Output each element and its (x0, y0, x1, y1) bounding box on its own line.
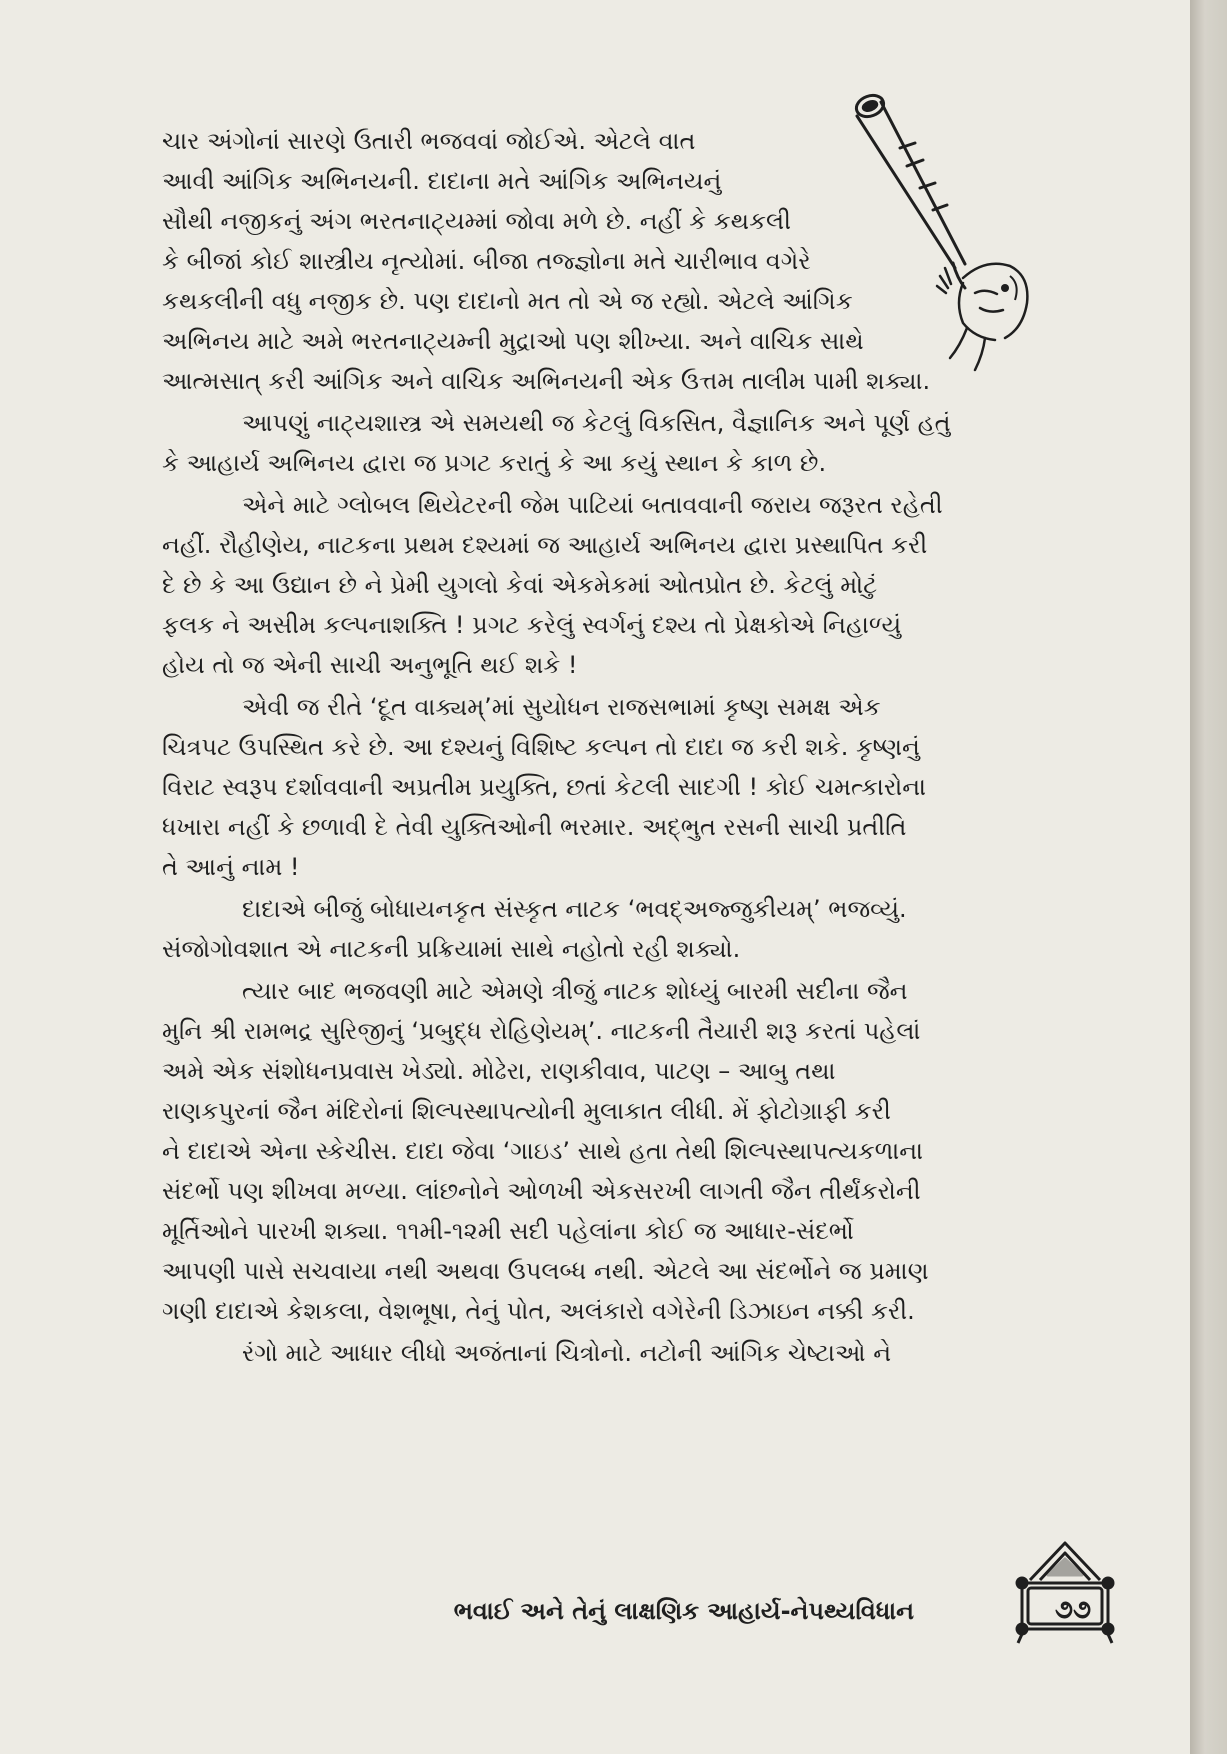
text-line: ધખારા નહીં કે છળાવી દે તેવી યુક્તિઓની ભરમાર. અદ્ભુત રસની સાચી પ્રતીતિ (162, 813, 907, 841)
text-line: રાણકપુરનાં જૈન મંદિરોનાં શિલ્પસ્થાપત્યોની મુલાકાત લીધી. મેં ફોટોગ્રાફી કરી (162, 1097, 891, 1125)
text-line: આવી આંગિક અભિનયની. દાદાના મતે આંગિક અભિનયનું (162, 167, 722, 195)
text-line: દે છે કે આ ઉદ્યાન છે ને પ્રેમી યુગલો કેવાં એકમેકમાં ઓતપ્રોત છે. કેટલું મોટું (162, 571, 878, 599)
text-line: તે આનું નામ ! (162, 853, 300, 881)
text-line: અભિનય માટે અમે ભરતનાટ્યમ્ની મુદ્રાઓ પણ શીખ્યા. અને વાચિક સાથે (162, 327, 864, 355)
text-line: સૌથી નજીકનું અંગ ભરતનાટ્યમ્માં જોવા મળે છે. નહીં કે કથકલી (162, 207, 792, 235)
text-line: કે બીજાં કોઈ શાસ્ત્રીય નૃત્યોમાં. બીજા તજ્જ્ઞોના મતે ચારીભાવ વગેરે (162, 247, 811, 275)
text-line: ગણી દાદાએ કેશકલા, વેશભૂષા, તેનું પોત, અલંકારો વગેરેની ડિઝાઇન નક્કી કરી. (162, 1297, 915, 1325)
text-line: હોય તો જ એની સાચી અનુભૂતિ થઈ શકે ! (162, 651, 578, 679)
text-line: કે આહાર્ય અભિનય દ્વારા જ પ્રગટ કરાતું કે આ કયું સ્થાન કે કાળ છે. (162, 449, 827, 477)
paragraph-first-line: ત્યાર બાદ ભજવણી માટે એમણે ત્રીજું નાટક શોધ્યું બારમી સદીના જૈન (242, 977, 908, 1005)
text-line: મૂર્તિઓને પારખી શક્યા. ૧૧મી-૧૨મી સદી પહેલાંના કોઈ જ આધાર-સંદર્ભો (162, 1217, 854, 1245)
text-line: સંદર્ભો પણ શીખવા મળ્યા. લાંછનોને ઓળખી એકસરખી લાગતી જૈન તીર્થંકરોની (162, 1177, 921, 1205)
page-footer (430, 1535, 1130, 1645)
trumpet-player-icon (845, 88, 1045, 378)
decorated-box-icon (1000, 1535, 1130, 1650)
page-number: ૭૭ (1054, 1595, 1092, 1625)
running-footer-title: ભવાઈ અને તેનું લાક્ષણિક આહાર્ય-નેપથ્યવિધાન (453, 1597, 914, 1625)
text-line: આત્મસાત્ કરી આંગિક અને વાચિક અભિનયની એક ઉત્તમ તાલીમ પામી શક્યા. (162, 367, 931, 395)
text-line: ચિત્રપટ ઉપસ્થિત કરે છે. આ દશ્યનું વિશિષ્ટ કલ્પન તો દાદા જ કરી શકે. કૃષ્ણનું (162, 733, 920, 761)
text-line: વિરાટ સ્વરૂપ દર્શાવવાની અપ્રતીમ પ્રયુક્તિ, છતાં કેટલી સાદગી ! કોઈ ચમત્કારોના (162, 773, 927, 801)
paragraph-first-line: એવી જ રીતે ‘દૂત વાક્યમ્’માં સુયોધન રાજસભામાં કૃષ્ણ સમક્ષ એક (242, 693, 881, 721)
text-line: મુનિ શ્રી રામભદ્ર સુરિજીનું ‘પ્રબુદ્ધ રોહિણેયમ્’. નાટકની તૈયારી શરૂ કરતાં પહેલાં (162, 1017, 921, 1045)
text-line: નહીં. રૌહીણેય, નાટકના પ્રથમ દશ્યમાં જ આહાર્ય અભિનય દ્વારા પ્રસ્થાપિત કરી (162, 531, 928, 559)
text-line: સંજોગોવશાત એ નાટકની પ્રક્રિયામાં સાથે નહોતો રહી શક્યો. (162, 935, 741, 963)
paragraph-first-line: આપણું નાટ્યશાસ્ત્ર એ સમયથી જ કેટલું વિકસિત, વૈજ્ઞાનિક અને પૂર્ણ હતું (242, 409, 951, 437)
page-edge (1190, 0, 1227, 1754)
text-line: ચાર અંગોનાં સારણે ઉતારી ભજવવાં જોઈએ. એટલે વાત (162, 127, 696, 155)
text-line: ને દાદાએ એના સ્કેચીસ. દાદા જેવા ‘ગાઇડ’ સાથે હતા તેથી શિલ્પસ્થાપત્યકળાના (162, 1137, 923, 1165)
text-line: આપણી પાસે સચવાયા નથી અથવા ઉપલબ્ધ નથી. એટલે આ સંદર્ભોને જ પ્રમાણ (162, 1257, 929, 1285)
text-line: ફલક ને અસીમ કલ્પનાશક્તિ ! પ્રગટ કરેલું સ્વર્ગનું દશ્ય તો પ્રેક્ષકોએ નિહાળ્યું (162, 611, 902, 639)
text-line: કથકલીની વધુ નજીક છે. પણ દાદાનો મત તો એ જ રહ્યો. એટલે આંગિક (162, 287, 853, 315)
paragraph-first-line: રંગો માટે આધાર લીધો અજંતાનાં ચિત્રોનો. નટોની આંગિક ચેષ્ટાઓ ને (242, 1339, 892, 1367)
text-line: અમે એક સંશોધનપ્રવાસ ખેડ્યો. મોઢેરા, રાણકીવાવ, પાટણ – આબુ તથા (162, 1057, 836, 1085)
paragraph-first-line: દાદાએ બીજું બોધાયનકૃત સંસ્કૃત નાટક ‘ભવદ્અજ્જુકીયમ્’ ભજવ્યું. (242, 895, 907, 923)
paragraph-first-line: એને માટે ગ્લોબલ થિયેટરની જેમ પાટિયાં બતાવવાની જરાય જરૂરત રહેતી (242, 491, 943, 519)
